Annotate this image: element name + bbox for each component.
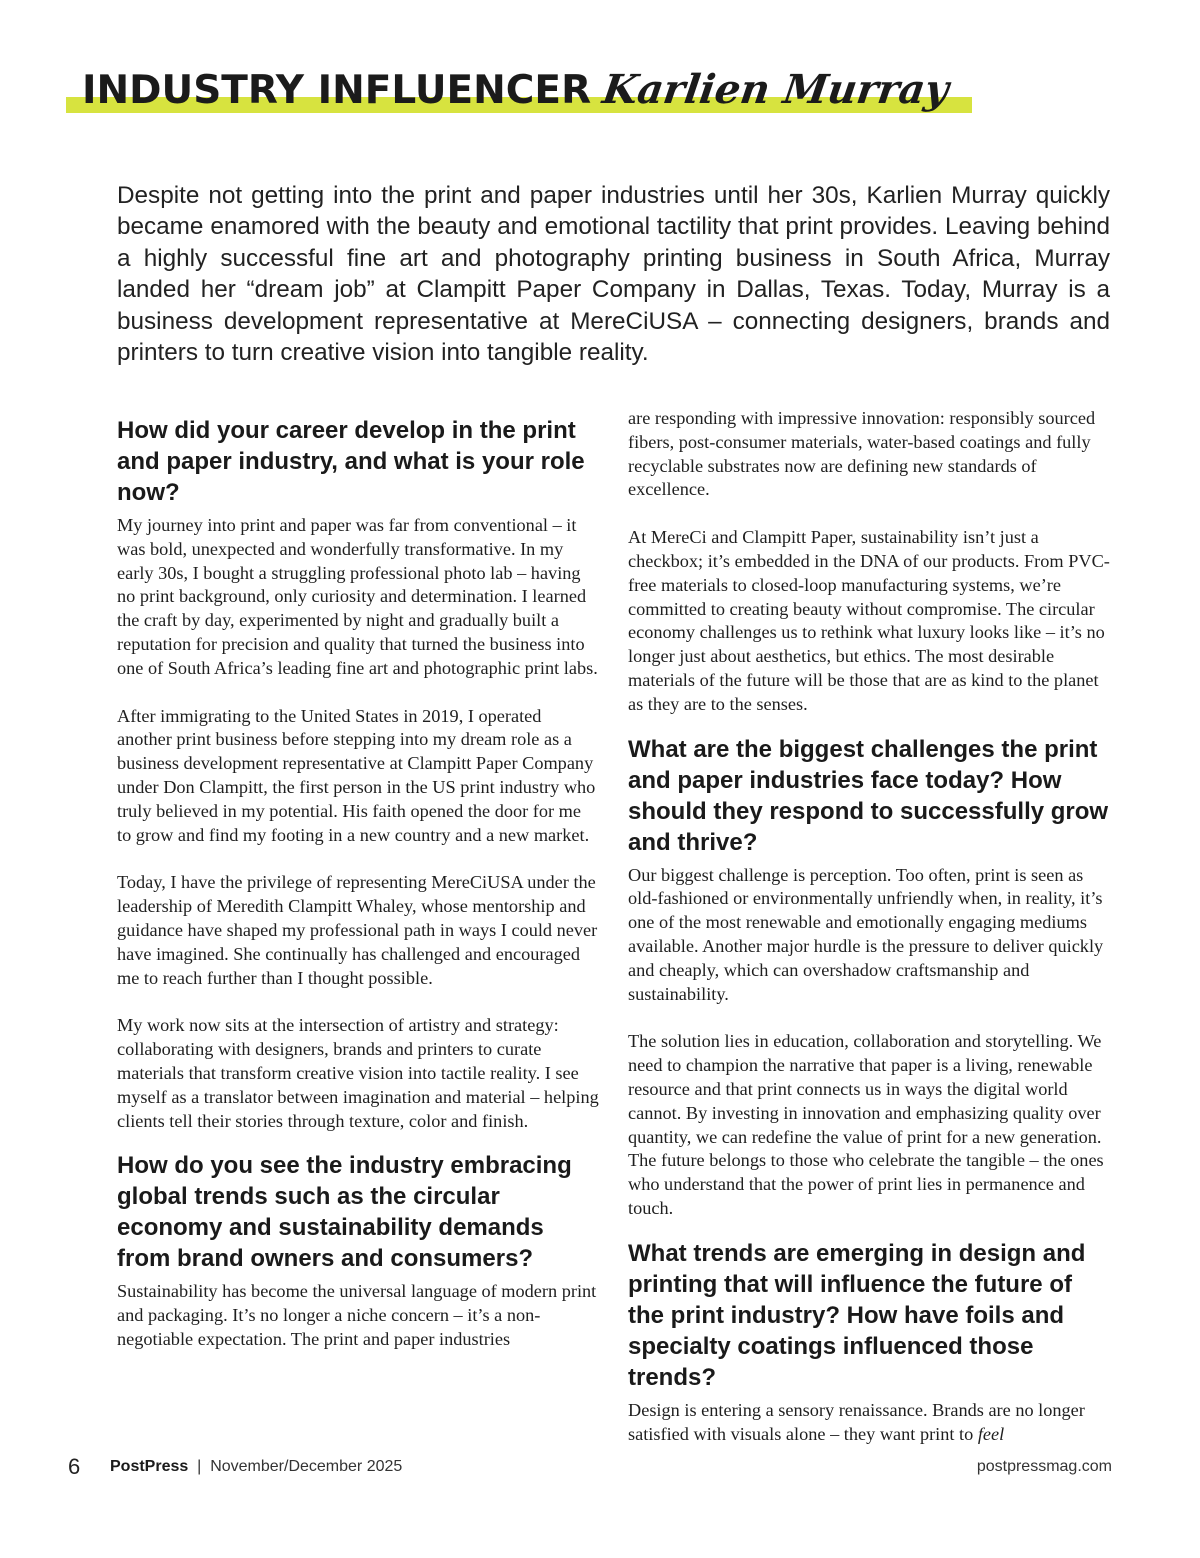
- answer-paragraph: [628, 1399, 1110, 1447]
- answer-paragraph: Sustainability has become the universal language of modern print and packaging. It’s no longer a niche concern – it’s a non-negotiable expectation. The print and paper industries: [117, 1281, 597, 1349]
- question-heading: How did your career develop in the print and paper industry, and what is your role now?: [117, 417, 585, 506]
- section-kicker: INDUSTRY INFLUENCER: [82, 68, 592, 113]
- answer-paragraph: After immigrating to the United States in 2019, I operated another print business before stepping into my dream role as a business development representative at Clampitt Paper Company under Don Clampitt, the first person in the US print industry who truly believed in my potential. His faith opened the door for me to grow and find my footing in a new country and a new market.: [117, 705, 596, 845]
- page-footer: [68, 1454, 1112, 1484]
- answer-paragraph: My journey into print and paper was far from conventional – it was bold, unexpected and wonderfully transformative. In my early 30s, I bought a struggling professional photo lab – having no print background, only curiosity and determination. I learned the craft by day, experimented by night and gradually built a reputation for precision and quality that turned the business into one of South Africa’s leading fine art and photographic print labs.: [117, 515, 598, 678]
- website-link[interactable]: postpressmag.com: [976, 1458, 1112, 1475]
- question-heading: What trends are emerging in design and printing that will influence the future of the print industry? How have foils and specialty coatings influenced those trends?: [628, 1239, 1086, 1391]
- influencer-name: Karlien Murray: [599, 66, 952, 113]
- answer-paragraph: At MereCi and Clampitt Paper, sustainability isn’t just a checkbox; it’s embedded in the DNA of our products. From PVC-free materials to closed-loop manufacturing systems, we’re committed to creating beauty without compromise. The circular economy challenges us to rethink what luxury looks like – it’s no longer just about aesthetics, but ethics. The most desirable materials of the future will be those that are as kind to the planet as they are to the senses.: [628, 527, 1110, 714]
- header-title: [82, 66, 952, 113]
- question-heading: What are the biggest challenges the print and paper industries face today? How should they respond to successfully grow and thrive?: [628, 735, 1109, 856]
- publication-name: PostPress: [110, 1458, 189, 1475]
- page-number: 6: [68, 1454, 81, 1479]
- answer-paragraph: Today, I have the privilege of representing MereCiUSA under the leadership of Meredith Clampitt Whaley, whose mentorship and guidance have shaped my professional path in ways I could never have imagined. She continually has challenged and encouraged me to reach further than I thought possible.: [117, 872, 598, 988]
- intro-paragraph: Despite not getting into the print and paper industries until her 30s, Karlien Murray quickly became enamored with the beauty and emotional tactility that print provides. Leaving behind a highly successful fine art and photography printing business in South Africa, Murray landed her “dream job” at Clampitt Paper Company in Dallas, Texas. Today, Murray is a business development representative at MereCiUSA – connecting designers, brands and printers to turn creative vision into tangible reality.: [117, 182, 1110, 367]
- emphasis-text: feel: [977, 1423, 1005, 1444]
- issue-date: November/December 2025: [210, 1458, 403, 1475]
- answer-paragraph: The solution lies in education, collaboration and storytelling. We need to champion the narrative that paper is a living, renewable resource and that print connects us in ways the digital world cannot. By investing in innovation and emphasizing quality over quantity, we can redefine the value of print for a new generation. The future belongs to those who celebrate the tangible – the ones who understand that the power of print lies in permanence and touch.: [628, 1031, 1104, 1218]
- answer-text: Design is entering a sensory renaissance. Brands are no longer satisfied with visuals alone – they want print to: [628, 1399, 1085, 1444]
- article-header: [66, 60, 972, 130]
- question-heading: How do you see the industry embracing global trends such as the circular economy and sustainability demands from brand owners and consumers?: [117, 1152, 572, 1273]
- footer-separator: |: [197, 1458, 202, 1475]
- publication-info: [110, 1458, 402, 1476]
- answer-paragraph: Our biggest challenge is perception. Too often, print is seen as old-fashioned or environmentally unfriendly when, in reality, it’s one of the most renewable and emotionally engaging mediums available. Another major hurdle is the pressure to deliver quickly and cheaply, which can overshadow craftsmanship and sustainability.: [628, 864, 1104, 1004]
- answer-paragraph: are responding with impressive innovation: responsibly sourced fibers, post-consumer materials, water-based coatings and fully recyclable substrates now are defining new standards of excellence.: [628, 408, 1096, 500]
- answer-paragraph: My work now sits at the intersection of artistry and strategy: collaborating with designers, brands and printers to curate materials that transform creative vision into tactile reality. I see myself as a translator between imagination and material – helping clients tell their stories through texture, color and finish.: [117, 1015, 599, 1131]
- right-column: [628, 407, 1110, 1446]
- left-column: [117, 415, 599, 1352]
